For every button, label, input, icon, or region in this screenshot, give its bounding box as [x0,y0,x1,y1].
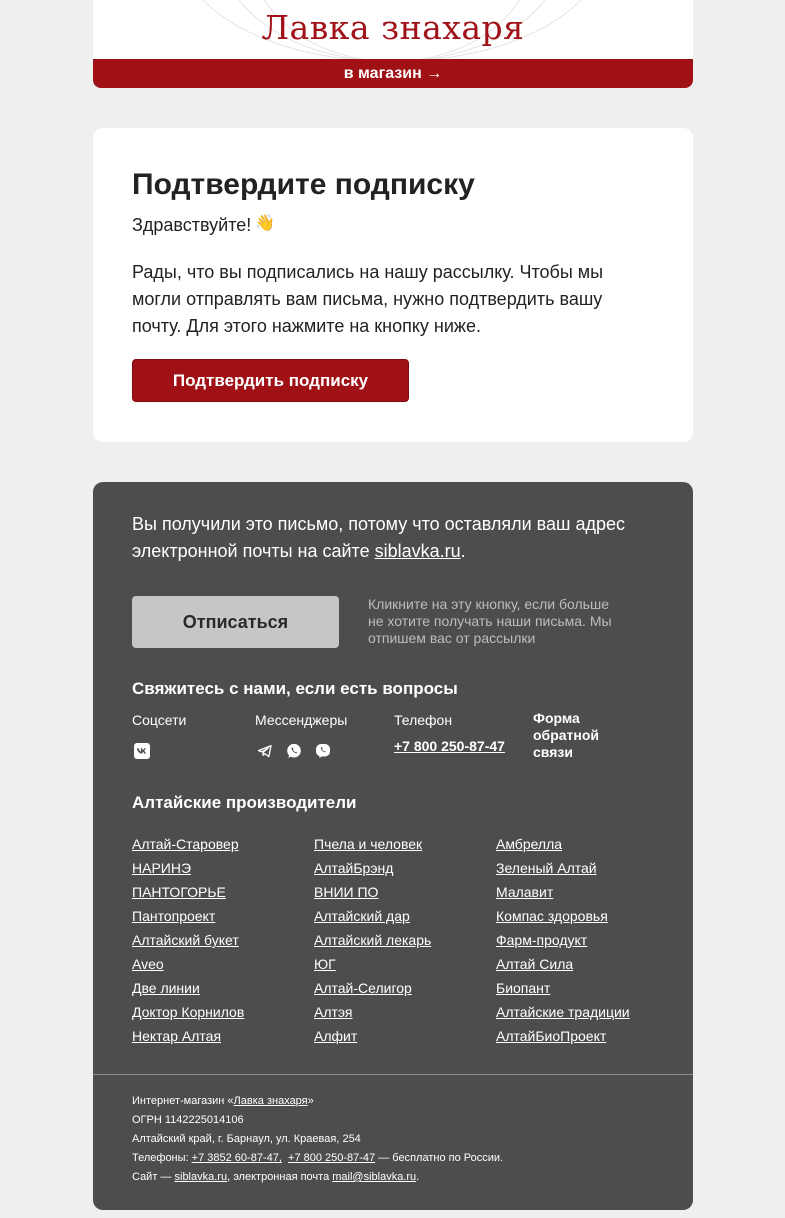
producer-link[interactable]: Пчела и человек [314,836,423,852]
brand-logo[interactable]: Лавка знахаря [261,8,525,47]
producer-link[interactable]: Амбрелла [496,836,563,852]
producer-item[interactable] [496,904,630,928]
phones-label: Телефоны: [132,1152,189,1164]
producer-item[interactable] [314,856,431,880]
email-label: , электронная почта [227,1171,330,1183]
legal-end: . [416,1171,420,1183]
viber-icon[interactable] [314,742,332,760]
social-icons [133,742,151,760]
producer-item[interactable] [496,856,630,880]
reason-body: Вы получили это письмо, потому что оставляли ваш адрес электронной почты на сайте [132,514,626,561]
producer-item[interactable] [132,904,244,928]
producer-item[interactable] [314,1000,431,1024]
page-title: Подтвердите подписку [132,168,475,201]
producer-link[interactable]: Aveo [132,956,164,972]
producer-item[interactable] [496,880,630,904]
producer-item[interactable] [314,832,431,856]
phone-label: Телефон [394,712,453,728]
messenger-icons [256,742,332,760]
producer-link[interactable]: АлтайБрэнд [314,860,394,876]
producer-item[interactable] [314,904,431,928]
site-label: Сайт — [132,1171,172,1183]
producer-item[interactable] [314,976,431,1000]
producer-link[interactable]: Алтай-Селигор [314,980,412,996]
producer-item[interactable] [314,880,431,904]
shop-prefix: Интернет-магазин « [132,1095,234,1107]
producers-column-2 [314,832,431,1048]
shop-link[interactable]: в магазин → [93,59,693,88]
vk-icon[interactable] [133,742,151,760]
contact-title: Свяжитесь с нами, если есть вопросы [132,679,458,698]
producer-link[interactable]: ПАНТОГОРЬЕ [132,884,226,900]
producer-link[interactable]: Алтай-Старовер [132,836,239,852]
phones-line [132,1149,503,1168]
confirm-card [93,128,693,442]
legal-info [132,1092,503,1187]
producer-item[interactable] [314,952,431,976]
shop-name-link[interactable]: Лавка знахаря [233,1095,308,1107]
confirm-subscription-button[interactable]: Подтвердить подписку [132,359,409,402]
phone1-link[interactable]: +7 3852 60-87-47, [191,1152,282,1164]
reason-end: . [460,541,466,561]
header-logo-area [93,0,693,59]
shop-suffix: » [307,1095,314,1107]
producer-link[interactable]: НАРИНЭ [132,860,192,876]
producer-link[interactable]: Нектар Алтая [132,1028,222,1044]
footer-divider [93,1074,693,1075]
producer-link[interactable]: Алтайские традиции [496,1004,630,1020]
reason-text [132,511,652,565]
greeting-text: Здравствуйте! [132,215,252,235]
producer-item[interactable] [314,1024,431,1048]
producer-link[interactable]: Алтайский букет [132,932,239,948]
producer-link[interactable]: Алтайский лекарь [314,932,432,948]
phones-note: — бесплатно по России. [378,1152,504,1164]
unsubscribe-button[interactable]: Отписаться [132,596,339,648]
waving-hand-icon: 👋 [255,215,276,232]
site-line [132,1168,503,1187]
producer-item[interactable] [132,832,244,856]
producer-item[interactable] [132,880,244,904]
producer-link[interactable]: Алтэя [314,1004,353,1020]
producer-link[interactable]: Малавит [496,884,554,900]
producers-column-1 [132,832,244,1048]
producer-link[interactable]: Алтайский дар [314,908,410,924]
producer-item[interactable] [496,832,630,856]
socials-label: Соцсети [132,712,187,728]
producer-link[interactable]: ВНИИ ПО [314,884,379,900]
producer-item[interactable] [132,928,244,952]
producer-item[interactable] [496,1024,630,1048]
email-link[interactable]: mail@siblavka.ru [332,1171,417,1183]
producer-item[interactable] [314,928,431,952]
whatsapp-icon[interactable] [285,742,303,760]
email-header [93,0,693,88]
producer-link[interactable]: Доктор Корнилов [132,1004,245,1020]
producer-item[interactable] [496,1000,630,1024]
producer-link[interactable]: ЮГ [314,956,336,972]
producer-link[interactable]: Зеленый Алтай [496,860,597,876]
email-footer [93,482,693,1210]
producer-item[interactable] [496,952,630,976]
shop-line [132,1092,503,1111]
producer-item[interactable] [132,1000,244,1024]
address: Алтайский край, г. Барнаул, ул. Краевая, 254 [132,1133,361,1145]
producer-link[interactable]: Фарм-продукт [496,932,588,948]
greeting [132,215,275,236]
ogrn: ОГРН 1142225014106 [132,1114,244,1126]
producer-link[interactable]: Компас здоровья [496,908,608,924]
producers-column-3 [496,832,630,1048]
phone2-link[interactable]: +7 800 250-87-47 [288,1152,376,1164]
producer-item[interactable] [496,976,630,1000]
unsubscribe-hint: Кликните на эту кнопку, если больше не хотите получать наши письма. Мы отпишем вас от рассылки [368,596,612,646]
producer-item[interactable] [132,952,244,976]
feedback-form-link[interactable]: Форма обратной связи [533,710,600,760]
producer-link[interactable]: Пантопроект [132,908,216,924]
producer-link[interactable]: Две линии [132,980,200,996]
producer-item[interactable] [132,976,244,1000]
confirm-message: Рады, что вы подписались на нашу рассылку. Чтобы мы могли отправлять вам письма, нужно подтвердить вашу почту. Для этого нажмите на кнопку ниже. [132,262,604,336]
producer-item[interactable] [132,1024,244,1048]
producer-item[interactable] [496,928,630,952]
producers-title: Алтайские производители [132,793,357,812]
producer-link[interactable]: Алтай Сила [496,956,574,972]
telegram-icon[interactable] [256,742,274,760]
producer-link[interactable]: Алфит [314,1028,358,1044]
site-footer-link[interactable]: siblavka.ru [174,1171,228,1183]
producer-link[interactable]: АлтайБиоПроект [496,1028,607,1044]
messengers-label: Мессенджеры [255,712,348,728]
producer-item[interactable] [132,856,244,880]
site-link[interactable]: siblavka.ru [374,541,461,561]
producer-link[interactable]: Биопант [496,980,551,996]
phone-link[interactable]: +7 800 250-87-47 [394,738,505,754]
